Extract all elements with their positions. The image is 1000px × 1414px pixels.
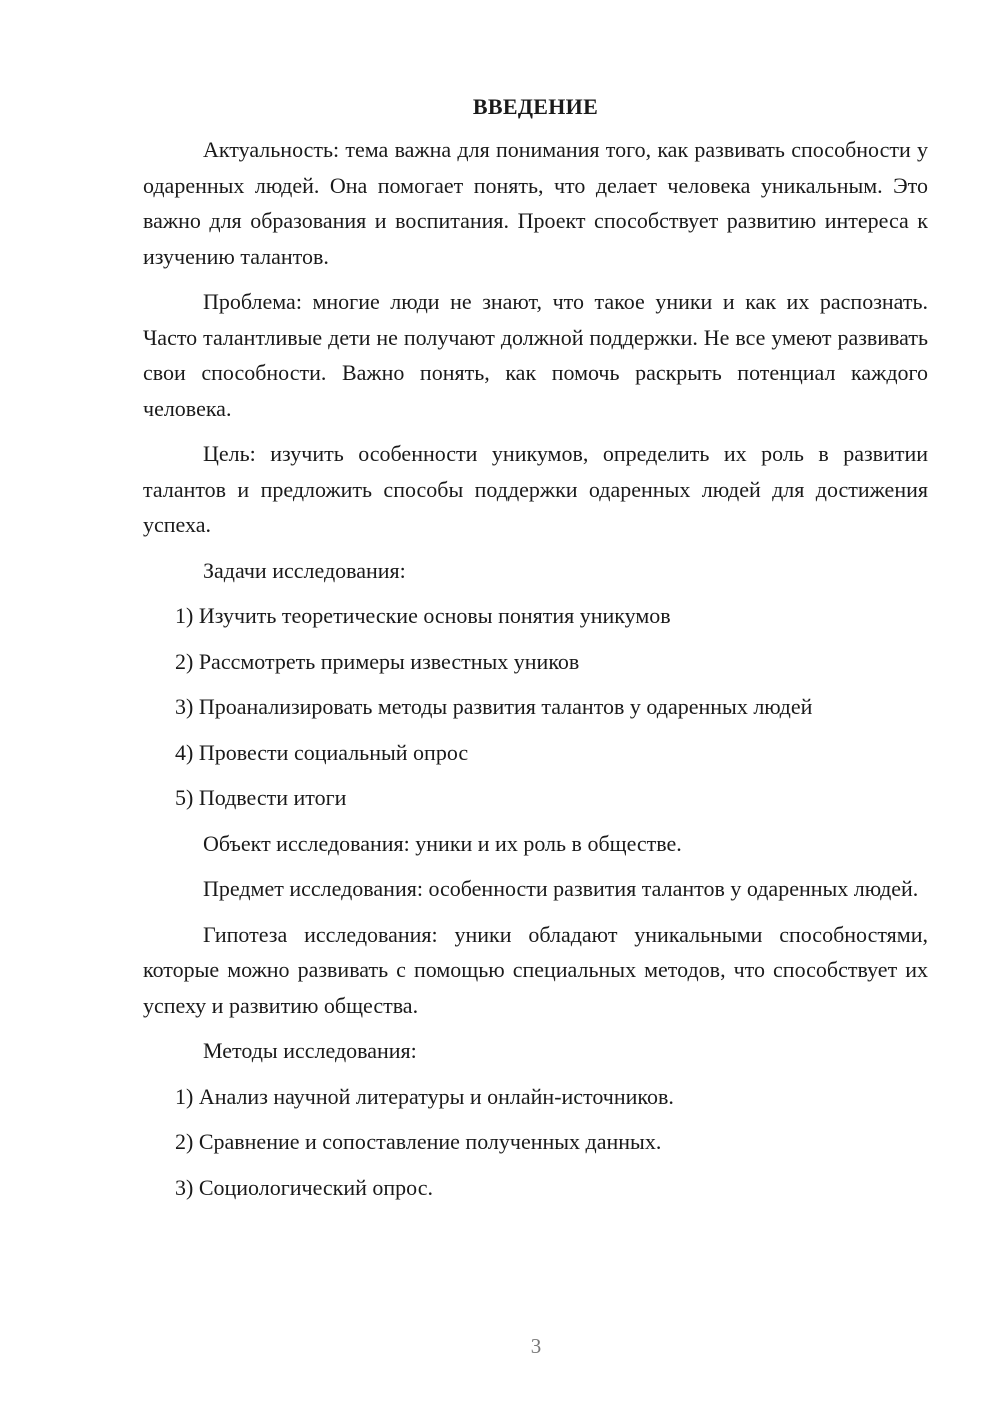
hypothesis-paragraph: Гипотеза исследования: уники обладают уникальными способностями, которые можно развивать с помощью специальных методов, что способствует их успеху и развитию общества. — [143, 921, 928, 1018]
page-title: ВВЕДЕНИЕ — [472, 94, 599, 119]
task-item-5: 5) Подвести итоги — [175, 785, 347, 810]
task-item-1: 1) Изучить теоретические основы понятия уникумов — [175, 603, 671, 628]
subject-paragraph: Предмет исследования: особенности развития талантов у одаренных людей. — [203, 876, 919, 901]
object-paragraph: Объект исследования: уники и их роль в обществе. — [203, 830, 682, 856]
tasks-heading: Задачи исследования: — [203, 557, 406, 583]
task-item-3: 3) Проанализировать методы развития талантов у одаренных людей — [175, 694, 813, 719]
goal-paragraph: Цель: изучить особенности уникумов, определить их роль в развитии талантов и предложить способы поддержки одаренных людей для достижения успеха. — [143, 441, 928, 537]
task-item-4: 4) Провести социальный опрос — [175, 739, 469, 765]
method-item-2: 2) Сравнение и сопоставление полученных данных. — [175, 1129, 662, 1154]
relevance-paragraph: Актуальность: тема важна для понимания того, как развивать способности у одаренных людей. Она помогает понять, что делает человека уникальным. Это важно для образования и воспитания. Проект способствует развитию интереса к изучению талантов. — [143, 137, 928, 269]
page-number: 3 — [530, 1334, 542, 1358]
problem-paragraph: Проблема: многие люди не знают, что такое уники и как их распознать. Часто талантливые дети не получают должной поддержки. Не все умеют развивать свои способности. Важно понять, как помочь раскрыть потенциал каждого человека. — [143, 289, 928, 421]
document-page — [143, 93, 928, 1215]
method-item-3: 3) Социологический опрос. — [175, 1174, 433, 1200]
task-item-2: 2) Рассмотреть примеры известных уников — [175, 648, 580, 674]
methods-heading: Методы исследования: — [203, 1038, 417, 1063]
method-item-1: 1) Анализ научной литературы и онлайн-источников. — [175, 1083, 674, 1109]
